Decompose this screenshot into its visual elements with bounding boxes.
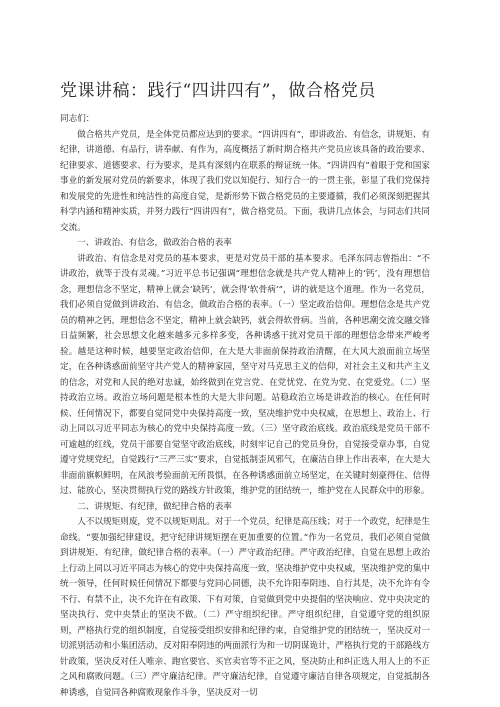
document-body [60, 112, 430, 701]
document-title: 党课讲稿：践行“四讲四有”，做合格党员 [60, 81, 376, 101]
section-heading-2: 二、讲规矩、有纪律，做纪律合格的表率 [77, 501, 232, 512]
paragraph-section-1: 讲政治、有信念是对党员的基本要求，更是对党员干部的基本要求。毛泽东同志曾指出：“不讲政治，就等于没有灵魂。”习近平总书记强调“理想信念就是共产党人精神上的‘钙’，没有理想信念，理想信念不坚定，精神上就会‘缺钙’，就会得‘软骨病’”，讲的就是这个道理。作为一名党员，我们必须自觉做到讲政治、有信念，做政治合格的表率。（一）坚定政治信仰。理想信念是共产党员的精神之钙，理想信念不坚定，精神上就会缺钙，就会得软骨病。当前，各种思潮交流交融交锋日益频繁，社会思想文化越来越多元多样多变，各种诱惑干扰对党员干部的理想信念带来严峻考验。越是这种时候，越要坚定政治信仰，在大是大非面前保持政治清醒，在大风大浪面前立场坚定，在各种诱惑面前坚守共产党人的精神家园，坚守对马克思主义的信仰，对社会主义和共产主义的信念，对党和人民的绝对忠诚，始终做到在党言党、在党忧党、在党为党、在党爱党。（二）坚持政治立场。政治立场问题是根本性的大是大非问题。站稳政治立场是讲政治的核心。在任何时候、任何情况下，都要自觉同党中央保持高度一致，坚决维护党中央权威，在思想上、政治上、行动上同以习近平同志为核心的党中央保持高度一致。（三）坚守政治底线。政治底线是党员干部不可逾越的红线，党员干部要自觉坚守政治底线，时刻牢记自己的党员身份，自觉接受章办事，自觉遵守党规党纪，自觉践行“三严三实”要求，自觉抵制歪风邪气，在廉洁自律上作出表率，在大是大非面前旗帜鲜明，在风浪考验面前无所畏惧，在各种诱惑面前立场坚定，在关键时刻豪得住、信得过、能放心，坚决贯彻执行党的路线方针政策，维护党的团结统一，维护党在人民群众中的形象。 [60, 253, 430, 496]
paragraph-intro: 做合格共产党员，是全体党员都应达到的要求。“四讲四有”，即讲政治、有信念，讲规矩、有纪律，讲道德、有品行，讲奉献、有作为，高度概括了新时期合格共产党员应该具备的政治要求、纪律要求、道德要求、行为要求，是具有深刻内在联系的辩证统一体。“四讲四有”着眼于党和国家事业的新发展对党员的新要求，体现了我们党以知促行、知行合一的一贯主张，彰显了我们党保持和发展党的先进性和纯洁性的高度自觉，是新形势下做合格党员的主要遵循，我们必须深刻把握其科学内涵和精神实质，并努力践行“四讲四有”，做合格党员。下面，我讲几点体会，与同志们共同交流。 [60, 129, 430, 233]
section-heading-1: 一、讲政治、有信念，做政治合格的表率 [77, 238, 232, 248]
greeting: 同志们： [60, 114, 95, 124]
paragraph-section-2: 人不以规矩则废，党不以规矩则乱。对于一个党员，纪律是高压线；对于一个政党，纪律是生命线。“要加强纪律建设，把守纪律讲规矩摆在更加重要的位置。”作为一名党员，我们必须自觉做到讲规矩、有纪律，做纪律合格的表率。（一）严守政治纪律。严守政治纪律，自觉在思想上政治上行动上同以习近平同志为核心的党中央保持高度一致，坚决维护党中央权威，坚决维护党的集中统一领导，任何时候任何情况下都要与党同心同德，决不允许阳奉阴违、自行其是，决不允许有令不行、有禁不止，决不允许在有政策、下有对策，自觉做到党中央提倡的坚决响应、党中央决定的坚决执行、党中央禁止的坚决不做。（二）严守组织纪律。严守组织纪律，自觉遵守党的组织原则，严格执行党的组织制度，自觉接受组织安排和纪律约束，自觉维护党的团结统一，坚决反对一切派别活动和小集团活动，反对阳奉阴违的两面派行为和一切阴谋诡计，严格执行党的干部路线方针政策，坚决反对任人唯亲、跑官要官、买官卖官等不正之风，坚决防止和纠正选人用人上的不正之风和腐败问题。（三）严守廉洁纪律。严守廉洁纪律，自觉遵守廉洁自律各项规定，自觉抵制各种诱惑，自觉同各种腐败现象作斗争，坚决反对一切 [60, 517, 430, 698]
